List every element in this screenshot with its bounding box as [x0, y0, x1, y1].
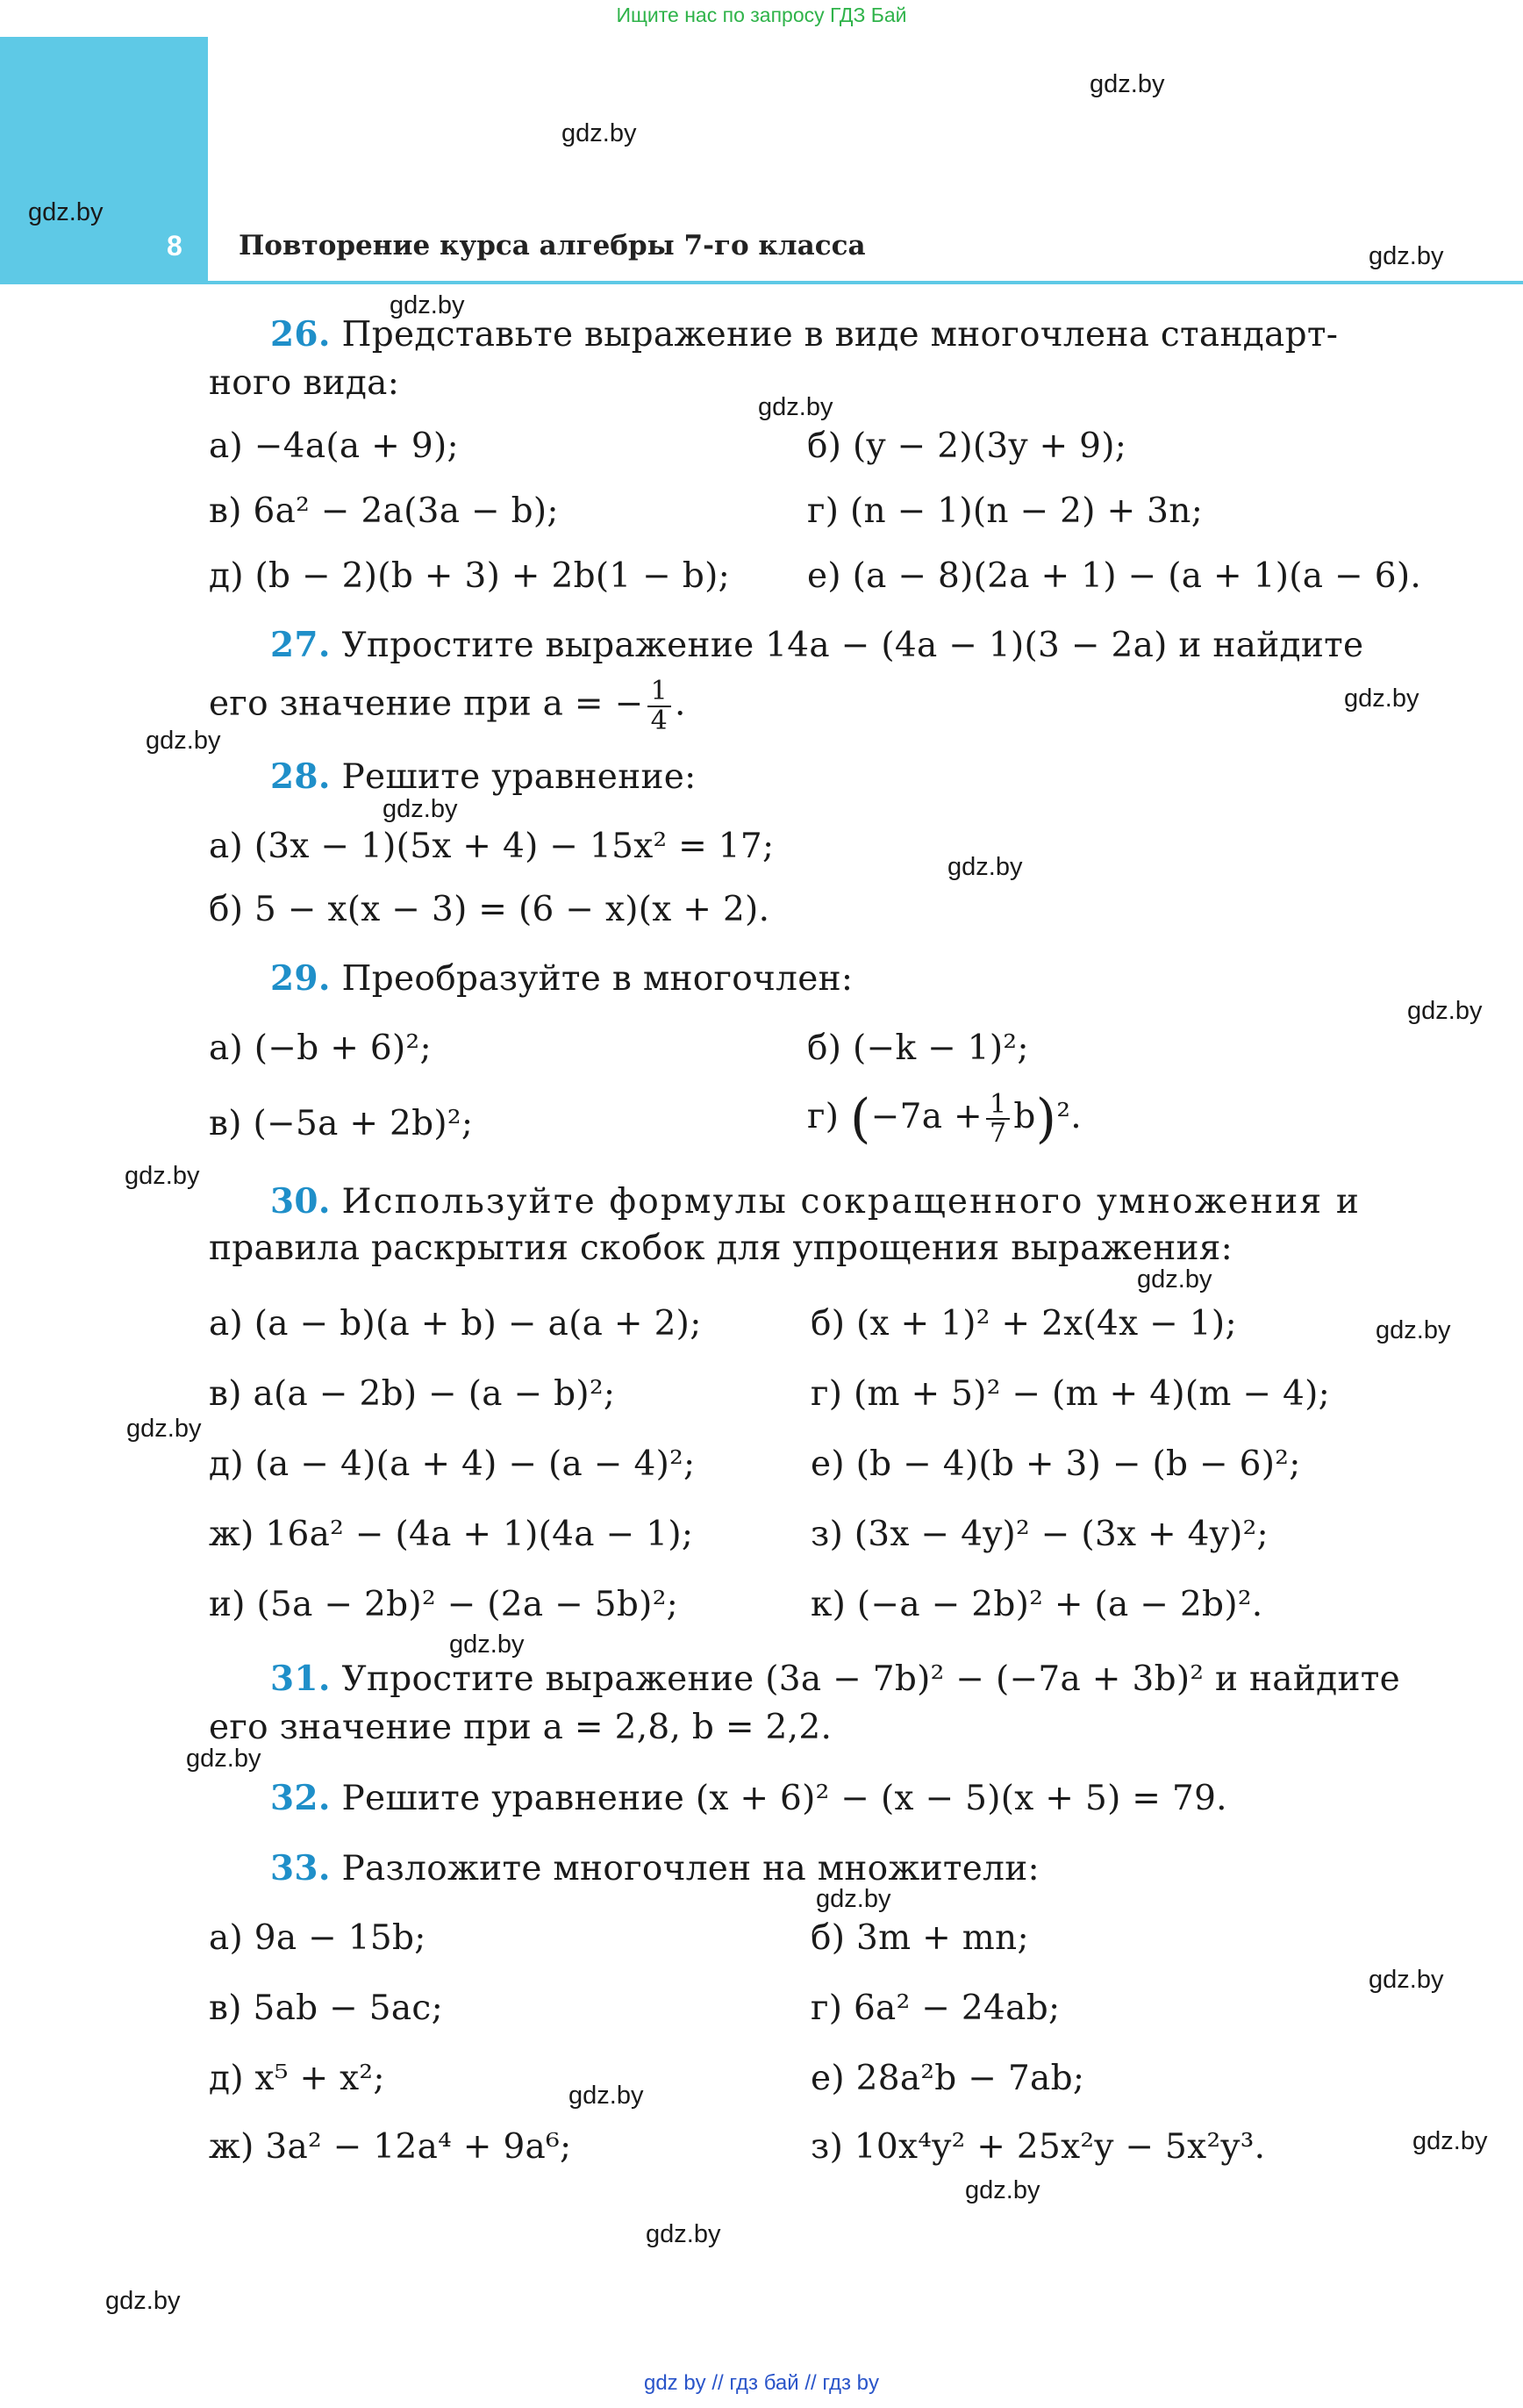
- watermark: gdz.by: [1412, 2127, 1488, 2155]
- fraction-denominator: 4: [650, 705, 668, 736]
- problem-number: 29.: [270, 958, 331, 999]
- problem-number: 32.: [270, 1778, 331, 1818]
- problem-text: его значение при a = 2,8, b = 2,2.: [209, 1708, 833, 1747]
- problem-30-item-zh: ж) 16a² − (4a + 1)(4a − 1);: [209, 1515, 694, 1554]
- watermark: gdz.by: [1369, 242, 1444, 270]
- problem-text: Представьте выражение в виде многочлена стандарт-: [341, 315, 1339, 355]
- problem-33-item-g: г) 6a² − 24ab;: [811, 1989, 1061, 2028]
- problem-number: 30.: [270, 1181, 331, 1222]
- watermark: gdz.by: [146, 727, 221, 755]
- problem-30-item-a: а) (a − b)(a + b) − a(a + 2);: [209, 1304, 702, 1344]
- watermark: gdz.by: [125, 1162, 200, 1190]
- problem-text: Используйте формулы сокращенного умножения и: [341, 1182, 1362, 1222]
- top-banner: Ищите нас по запросу ГДЗ Бай: [616, 4, 907, 26]
- watermark: gdz.by: [1344, 684, 1419, 713]
- problem-28-item-b: б) 5 − x(x − 3) = (6 − x)(x + 2).: [209, 890, 770, 929]
- fraction-numerator: 1: [647, 677, 671, 707]
- fraction: [986, 1088, 1010, 1149]
- fraction-numerator: 1: [986, 1091, 1010, 1121]
- problem-28-item-a: а) (3x − 1)(5x + 4) − 15x² = 17;: [209, 827, 775, 866]
- problem-33-item-z: з) 10x⁴y² + 25x²y − 5x²y³.: [811, 2127, 1266, 2167]
- watermark: gdz.by: [186, 1745, 261, 1773]
- watermark: gdz.by: [383, 795, 458, 823]
- problem-31-title: [270, 1659, 1400, 1699]
- problem-29-item-v: в) (−5a + 2b)²;: [209, 1104, 474, 1143]
- problem-30-item-b: б) (x + 1)² + 2x(4x − 1);: [811, 1304, 1237, 1344]
- problem-33-item-zh: ж) 3a² − 12a⁴ + 9a⁶;: [209, 2127, 572, 2167]
- problem-30-item-z: з) (3x − 4y)² − (3x + 4y)²;: [811, 1515, 1269, 1554]
- problem-26-title: [270, 314, 1338, 355]
- problem-30-item-d: д) (a − 4)(a + 4) − (a − 4)²;: [209, 1444, 696, 1484]
- problem-number: 27.: [270, 625, 331, 665]
- problem-26-item-d: д) (b − 2)(b + 3) + 2b(1 − b);: [209, 556, 731, 596]
- problem-text: Упростите выражение 14a − (4a − 1)(3 − 2a) и найдите: [341, 626, 1364, 665]
- header-rule: [0, 281, 1523, 284]
- page-number: 8: [167, 230, 182, 262]
- problem-27-line-2: [209, 677, 686, 735]
- problem-text: Решите уравнение:: [341, 757, 697, 797]
- watermark: gdz.by: [28, 198, 104, 226]
- problem-27-title: [270, 625, 1363, 665]
- watermark: gdz.by: [947, 853, 1023, 881]
- problem-29-item-g: [807, 1088, 1082, 1150]
- watermark: gdz.by: [646, 2220, 721, 2248]
- problem-text: Преобразуйте в многочлен:: [341, 959, 854, 999]
- problem-28-title: [270, 756, 697, 797]
- problem-text: Разложите многочлен на множители:: [341, 1849, 1040, 1888]
- problem-26-item-v: в) 6a² − 2a(3a − b);: [209, 491, 559, 531]
- problem-30-item-k: к) (−a − 2b)² + (a − 2b)².: [811, 1585, 1263, 1624]
- problem-number: 28.: [270, 756, 331, 797]
- watermark: gdz.by: [390, 291, 465, 319]
- watermark: gdz.by: [1376, 1316, 1451, 1344]
- problem-29-item-a: а) (−b + 6)²;: [209, 1028, 432, 1068]
- watermark: gdz.by: [1369, 1966, 1444, 1994]
- problem-33-item-e: е) 28a²b − 7ab;: [811, 2059, 1085, 2098]
- problem-text-tail: .: [674, 684, 686, 724]
- footer-links: gdz by // гдз бай // гдз by: [643, 2371, 880, 2395]
- problem-number: 26.: [270, 314, 331, 355]
- problem-30-item-i: и) (5a − 2b)² − (2a − 5b)²;: [209, 1585, 679, 1624]
- watermark: gdz.by: [449, 1630, 525, 1659]
- watermark: gdz.by: [1090, 70, 1165, 98]
- problem-33-item-v: в) 5ab − 5ac;: [209, 1989, 444, 2028]
- problem-29-item-b: б) (−k − 1)²;: [807, 1028, 1029, 1068]
- problem-text: Решите уравнение (x + 6)² − (x − 5)(x + 5) = 79.: [341, 1779, 1227, 1818]
- problem-26-item-g: г) (n − 1)(n − 2) + 3n;: [807, 491, 1204, 531]
- watermark: gdz.by: [561, 119, 637, 147]
- problem-33-item-b: б) 3m + mn;: [811, 1918, 1029, 1958]
- problem-number: 33.: [270, 1848, 331, 1888]
- problem-30-item-g: г) (m + 5)² − (m + 4)(m − 4);: [811, 1374, 1331, 1414]
- problem-26-item-a: а) −4a(a + 9);: [209, 426, 459, 466]
- open-paren: (: [849, 1088, 871, 1150]
- fraction: [647, 677, 671, 735]
- close-paren: ): [1035, 1088, 1057, 1150]
- problem-33-item-d: д) x⁵ + x²;: [209, 2059, 385, 2098]
- problem-text: правила раскрытия скобок для упрощения выражения:: [209, 1229, 1233, 1268]
- problem-text: Упростите выражение (3a − 7b)² − (−7a + 3b)² и найдите: [341, 1659, 1400, 1699]
- problem-26-item-b: б) (y − 2)(3y + 9);: [807, 426, 1127, 466]
- fraction-denominator: 7: [990, 1118, 1007, 1149]
- watermark: gdz.by: [758, 393, 833, 421]
- problem-number: 31.: [270, 1659, 331, 1699]
- expression-tail: ².: [1056, 1097, 1083, 1136]
- problem-30-item-v: в) a(a − 2b) − (a − b)²;: [209, 1374, 616, 1414]
- running-title: Повторение курса алгебры 7-го класса: [239, 230, 866, 262]
- problem-33-item-a: а) 9a − 15b;: [209, 1918, 426, 1958]
- problem-32-title: [270, 1778, 1227, 1818]
- item-label: г): [807, 1097, 840, 1136]
- watermark: gdz.by: [568, 2082, 644, 2110]
- expression-part: −7a +: [870, 1097, 983, 1136]
- watermark: gdz.by: [965, 2176, 1040, 2204]
- problem-33-title: [270, 1848, 1040, 1888]
- problem-text: его значение при a = −: [209, 684, 644, 724]
- expression-part: b: [1013, 1097, 1036, 1136]
- problem-26-item-e: е) (a − 8)(2a + 1) − (a + 1)(a − 6).: [807, 556, 1422, 596]
- problem-30-item-e: е) (b − 4)(b + 3) − (b − 6)²;: [811, 1444, 1301, 1484]
- watermark: gdz.by: [1407, 997, 1483, 1025]
- watermark: gdz.by: [816, 1885, 891, 1913]
- problem-29-title: [270, 958, 853, 999]
- watermark: gdz.by: [126, 1415, 202, 1443]
- problem-30-title: [270, 1181, 1361, 1222]
- watermark: gdz.by: [1137, 1265, 1212, 1294]
- watermark: gdz.by: [105, 2287, 181, 2315]
- problem-text: ного вида:: [209, 363, 400, 403]
